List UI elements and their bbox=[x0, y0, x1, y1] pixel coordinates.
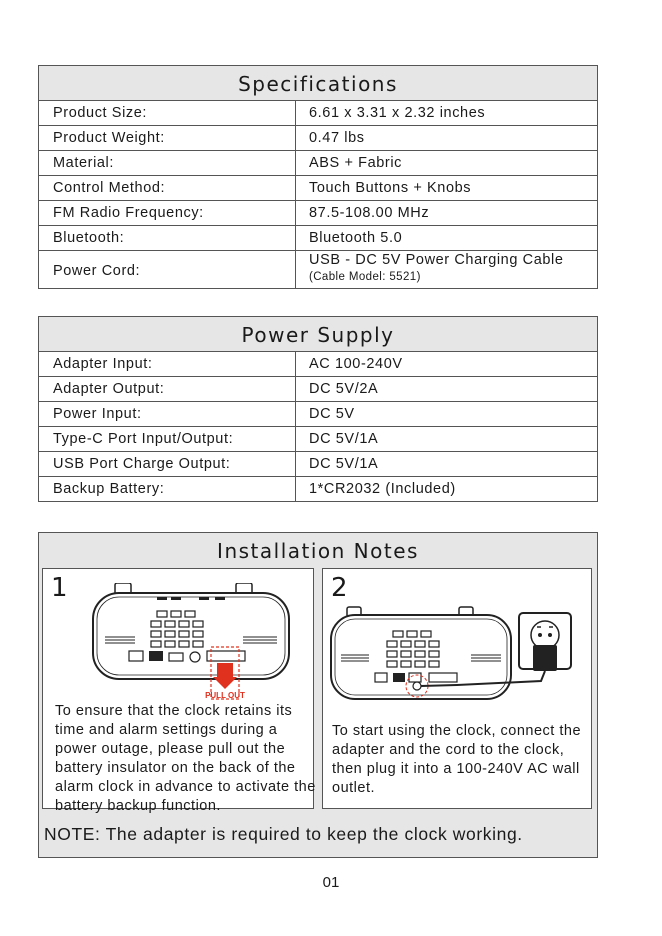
power-label: Power Input: bbox=[53, 406, 142, 422]
power-value: DC 5V bbox=[309, 406, 355, 422]
spec-row bbox=[39, 176, 597, 201]
power-label: USB Port Charge Output: bbox=[53, 456, 231, 472]
spec-label: Material: bbox=[53, 155, 114, 171]
cable-model-note: (Cable Model: 5521) bbox=[309, 271, 421, 283]
spec-value: ABS + Fabric bbox=[309, 155, 403, 171]
spec-value bbox=[309, 251, 564, 285]
adapter-note: NOTE: The adapter is required to keep the clock working. bbox=[44, 824, 523, 844]
power-supply-table bbox=[38, 316, 598, 502]
step-number: 2 bbox=[331, 573, 348, 603]
power-row bbox=[39, 377, 597, 402]
spec-value: 87.5-108.00 MHz bbox=[309, 205, 430, 221]
step-2-text: To start using the clock, connect the adapter and the cord to the clock, then plug it into a 100-240V AC wall outlet. bbox=[332, 723, 582, 796]
power-label: Backup Battery: bbox=[53, 481, 165, 497]
install-step-2 bbox=[322, 568, 592, 809]
power-value: DC 5V/1A bbox=[309, 431, 379, 447]
power-supply-title: Power Supply bbox=[39, 317, 597, 352]
power-row bbox=[39, 452, 597, 477]
power-value: DC 5V/1A bbox=[309, 456, 379, 472]
spec-label: Product Weight: bbox=[53, 130, 165, 146]
clock-adapter-illustration bbox=[329, 605, 591, 723]
spec-row bbox=[39, 151, 597, 176]
power-row bbox=[39, 477, 597, 501]
power-label: Type-C Port Input/Output: bbox=[53, 431, 234, 447]
specifications-body bbox=[39, 101, 597, 288]
spec-label: Bluetooth: bbox=[53, 230, 125, 246]
clock-back-battery-illustration bbox=[91, 583, 291, 701]
specifications-table bbox=[38, 65, 598, 289]
spec-label: Control Method: bbox=[53, 180, 166, 196]
step-number: 1 bbox=[51, 573, 68, 603]
spec-row bbox=[39, 101, 597, 126]
power-row bbox=[39, 402, 597, 427]
spec-row-power-cord bbox=[39, 251, 597, 288]
power-row bbox=[39, 352, 597, 377]
power-label: Adapter Input: bbox=[53, 356, 153, 372]
specifications-title: Specifications bbox=[39, 66, 597, 101]
power-label: Adapter Output: bbox=[53, 381, 165, 397]
spec-value: 0.47 lbs bbox=[309, 130, 365, 146]
spec-row bbox=[39, 226, 597, 251]
step-1-text: To ensure that the clock retains its time and alarm settings during a power outage, please pull out the battery insulator on the back of the alarm clock in advance to activate the battery backup function. bbox=[55, 703, 316, 814]
spec-label: FM Radio Frequency: bbox=[53, 205, 204, 221]
spec-label: Power Cord: bbox=[53, 263, 141, 279]
installation-notes bbox=[38, 532, 598, 858]
power-cord-value: USB - DC 5V Power Charging Cable bbox=[309, 252, 564, 268]
spec-row bbox=[39, 126, 597, 151]
power-value: AC 100-240V bbox=[309, 356, 403, 372]
page-number: 01 bbox=[322, 874, 340, 891]
spec-row bbox=[39, 201, 597, 226]
installation-title: Installation Notes bbox=[217, 539, 419, 563]
spec-label: Product Size: bbox=[53, 105, 148, 121]
install-step-1 bbox=[42, 568, 316, 814]
spec-value: Bluetooth 5.0 bbox=[309, 230, 403, 246]
power-row bbox=[39, 427, 597, 452]
spec-value: 6.61 x 3.31 x 2.32 inches bbox=[309, 105, 486, 121]
pull-out-label: PULL OUT bbox=[205, 691, 245, 700]
power-value: DC 5V/2A bbox=[309, 381, 379, 397]
spec-value: Touch Buttons + Knobs bbox=[309, 180, 472, 196]
power-value: 1*CR2032 (Included) bbox=[309, 481, 456, 497]
power-supply-body bbox=[39, 352, 597, 501]
